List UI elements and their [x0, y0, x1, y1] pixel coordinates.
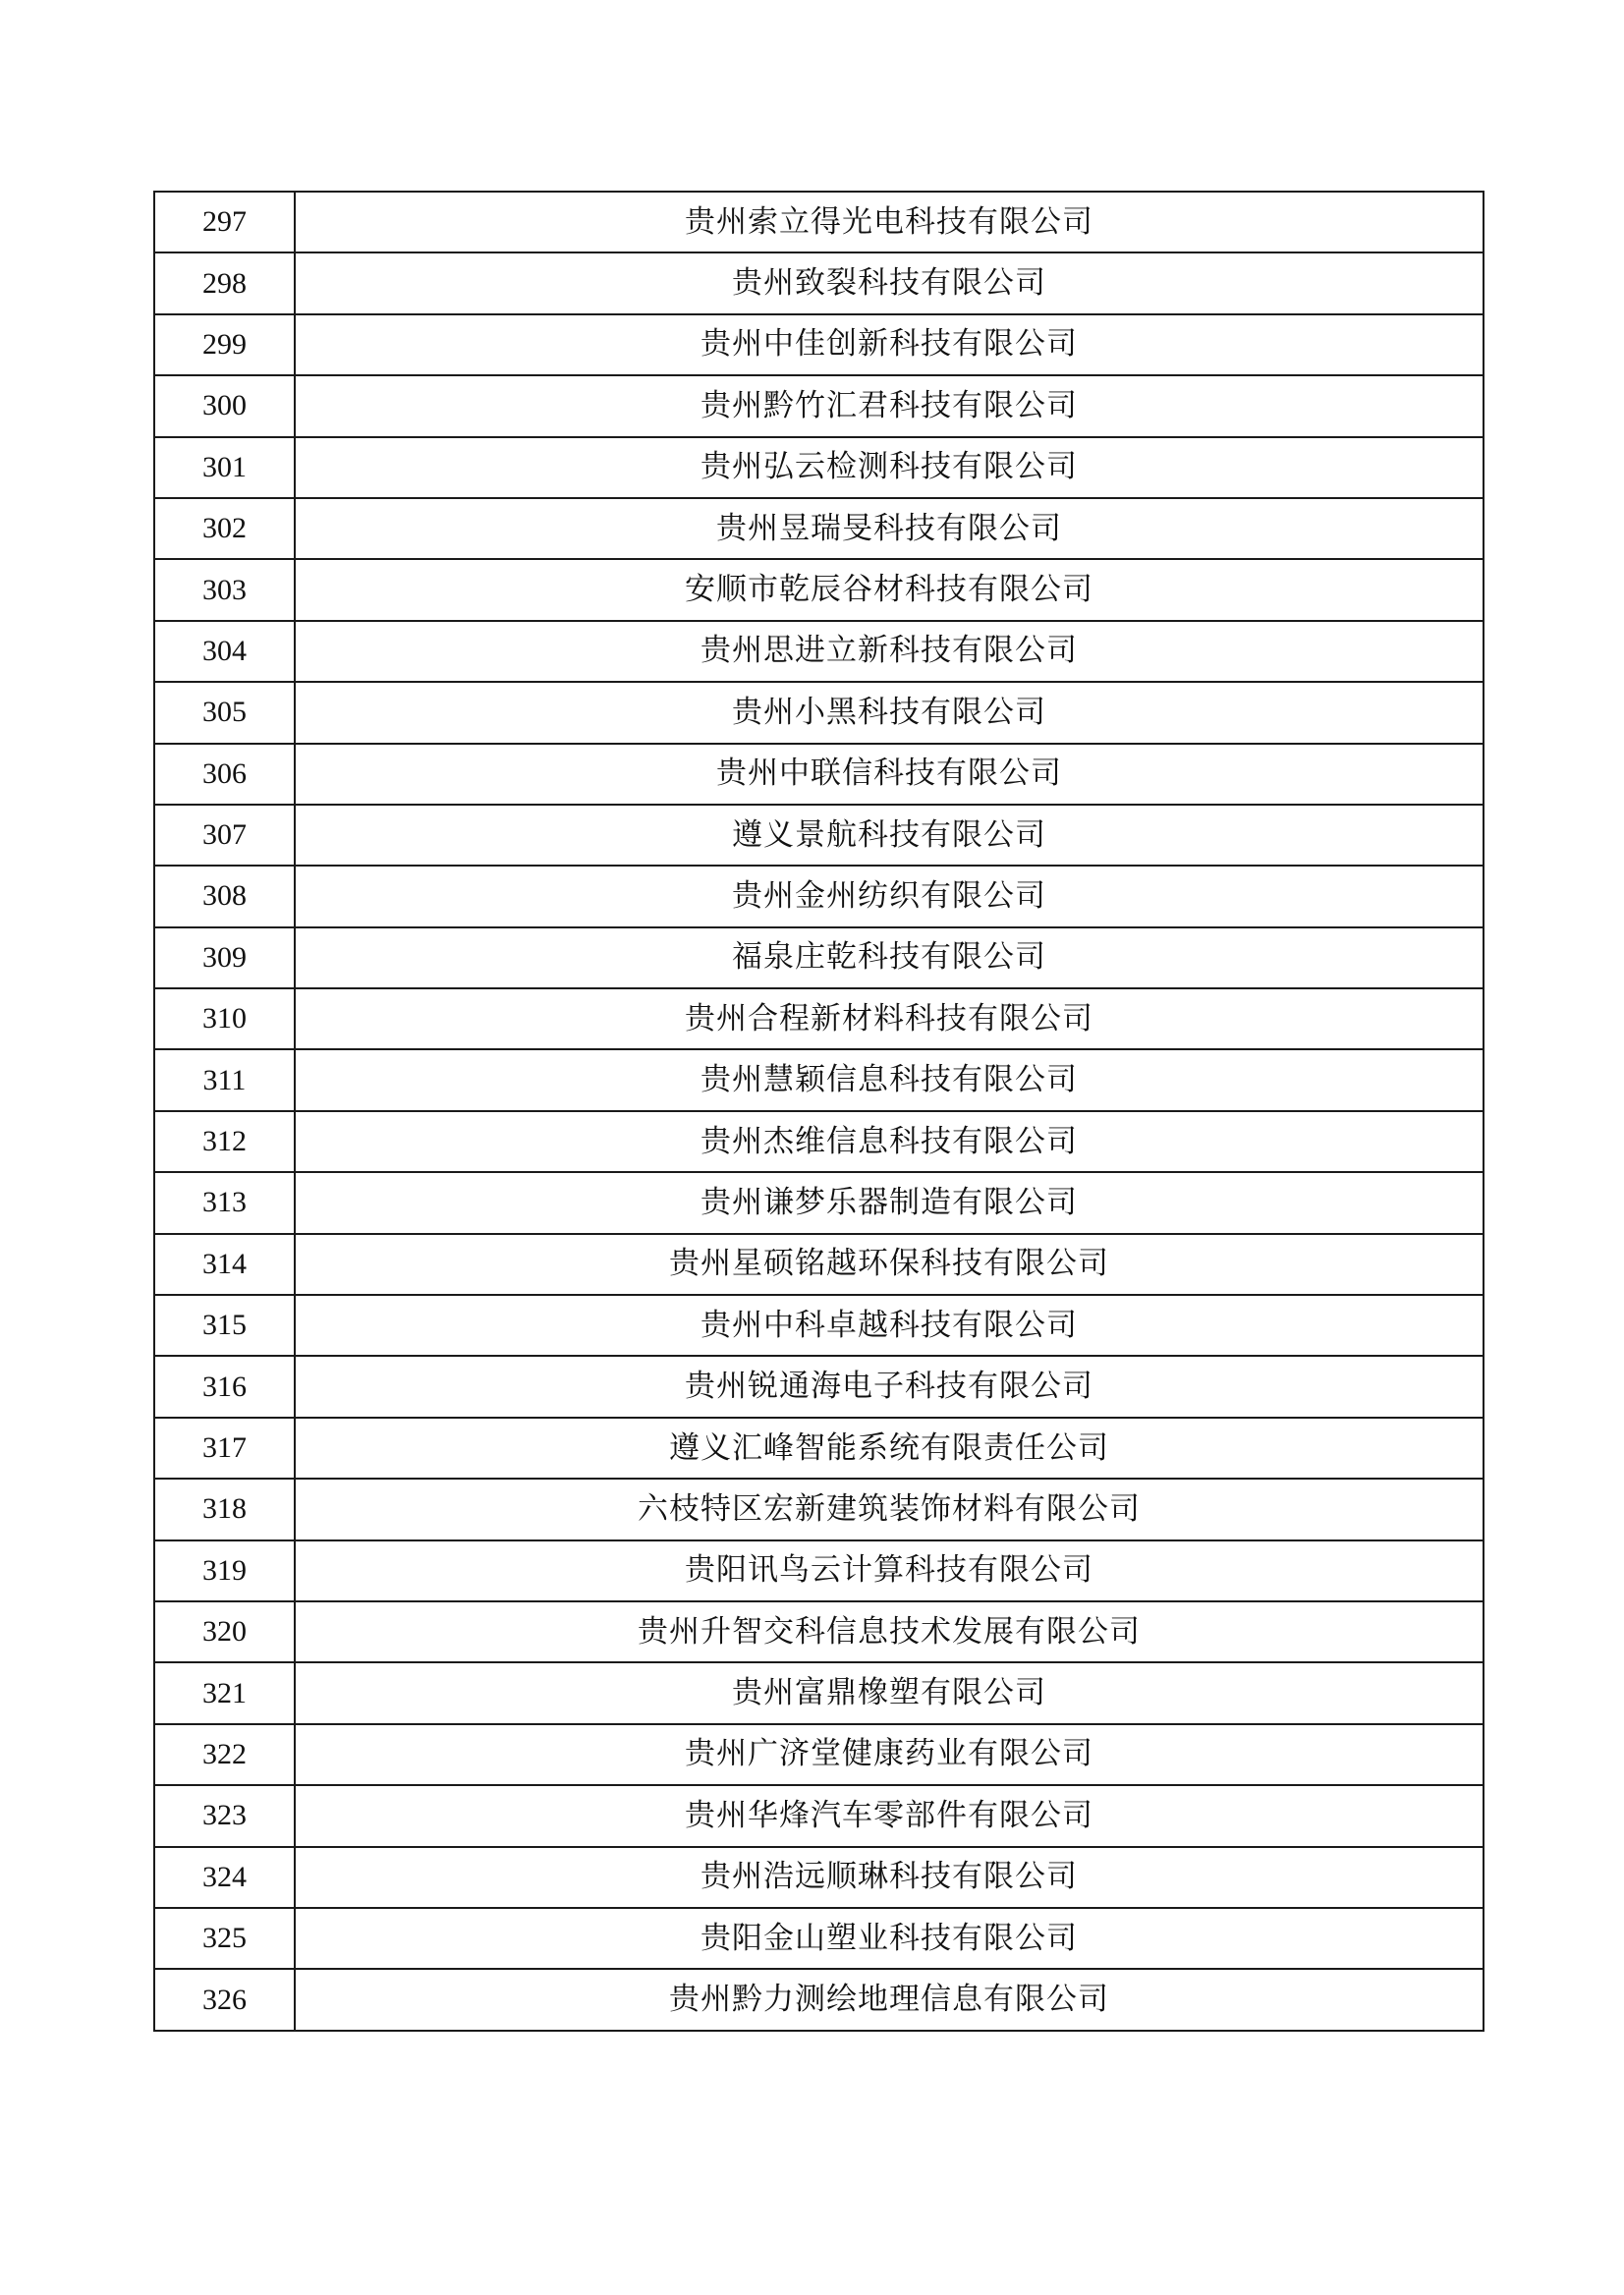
company-name: 安顺市乾辰谷材科技有限公司: [295, 559, 1484, 620]
row-number: 320: [154, 1601, 295, 1662]
company-name: 贵州黔力测绘地理信息有限公司: [295, 1969, 1484, 2030]
row-number: 310: [154, 988, 295, 1049]
company-name: 贵阳金山塑业科技有限公司: [295, 1908, 1484, 1969]
table-row: [154, 1908, 1484, 1969]
table-row: [154, 1540, 1484, 1601]
row-number: 309: [154, 927, 295, 988]
row-number: 322: [154, 1724, 295, 1785]
company-name: 遵义汇峰智能系统有限责任公司: [295, 1418, 1484, 1479]
table-row: [154, 866, 1484, 926]
row-number: 317: [154, 1418, 295, 1479]
table-row: [154, 744, 1484, 805]
table-row: [154, 192, 1484, 252]
table-row: [154, 621, 1484, 682]
table-row: [154, 1601, 1484, 1662]
table-row: [154, 805, 1484, 866]
table-row: [154, 1172, 1484, 1233]
row-number: 312: [154, 1111, 295, 1172]
table-row: [154, 927, 1484, 988]
table-row: [154, 1356, 1484, 1417]
company-name: 贵州浩远顺琳科技有限公司: [295, 1847, 1484, 1908]
company-name: 贵州谦梦乐器制造有限公司: [295, 1172, 1484, 1233]
table-row: [154, 1969, 1484, 2030]
company-name: 贵州华烽汽车零部件有限公司: [295, 1785, 1484, 1846]
company-name: 贵州杰维信息科技有限公司: [295, 1111, 1484, 1172]
company-name: 贵州致裂科技有限公司: [295, 252, 1484, 313]
row-number: 299: [154, 314, 295, 375]
company-name: 六枝特区宏新建筑装饰材料有限公司: [295, 1479, 1484, 1539]
row-number: 324: [154, 1847, 295, 1908]
company-name: 贵州中科卓越科技有限公司: [295, 1295, 1484, 1356]
table-row: [154, 314, 1484, 375]
company-name: 贵阳讯鸟云计算科技有限公司: [295, 1540, 1484, 1601]
company-list-table: [153, 191, 1484, 2032]
row-number: 307: [154, 805, 295, 866]
table-row: [154, 1724, 1484, 1785]
row-number: 314: [154, 1234, 295, 1295]
table-row: [154, 437, 1484, 498]
table-row: [154, 1847, 1484, 1908]
row-number: 325: [154, 1908, 295, 1969]
company-name: 贵州富鼎橡塑有限公司: [295, 1662, 1484, 1723]
row-number: 301: [154, 437, 295, 498]
row-number: 311: [154, 1049, 295, 1110]
table-row: [154, 1049, 1484, 1110]
company-name: 贵州思进立新科技有限公司: [295, 621, 1484, 682]
company-name: 遵义景航科技有限公司: [295, 805, 1484, 866]
table-row: [154, 1662, 1484, 1723]
table-body: [154, 192, 1484, 2031]
row-number: 323: [154, 1785, 295, 1846]
company-name: 贵州升智交科信息技术发展有限公司: [295, 1601, 1484, 1662]
company-name: 贵州中联信科技有限公司: [295, 744, 1484, 805]
table-row: [154, 1111, 1484, 1172]
table-row: [154, 1234, 1484, 1295]
row-number: 316: [154, 1356, 295, 1417]
table-row: [154, 375, 1484, 436]
table-row: [154, 498, 1484, 559]
company-name: 贵州慧颖信息科技有限公司: [295, 1049, 1484, 1110]
company-name: 贵州索立得光电科技有限公司: [295, 192, 1484, 252]
row-number: 297: [154, 192, 295, 252]
company-name: 贵州锐通海电子科技有限公司: [295, 1356, 1484, 1417]
row-number: 326: [154, 1969, 295, 2030]
table-row: [154, 988, 1484, 1049]
table-row: [154, 1295, 1484, 1356]
company-name: 贵州中佳创新科技有限公司: [295, 314, 1484, 375]
row-number: 315: [154, 1295, 295, 1356]
row-number: 308: [154, 866, 295, 926]
company-name: 贵州广济堂健康药业有限公司: [295, 1724, 1484, 1785]
row-number: 313: [154, 1172, 295, 1233]
row-number: 300: [154, 375, 295, 436]
row-number: 306: [154, 744, 295, 805]
row-number: 318: [154, 1479, 295, 1539]
row-number: 321: [154, 1662, 295, 1723]
company-name: 贵州合程新材料科技有限公司: [295, 988, 1484, 1049]
table-row: [154, 1785, 1484, 1846]
row-number: 305: [154, 682, 295, 743]
row-number: 302: [154, 498, 295, 559]
table-row: [154, 1479, 1484, 1539]
company-name: 贵州昱瑞旻科技有限公司: [295, 498, 1484, 559]
company-name: 福泉庄乾科技有限公司: [295, 927, 1484, 988]
table-row: [154, 1418, 1484, 1479]
row-number: 303: [154, 559, 295, 620]
row-number: 319: [154, 1540, 295, 1601]
company-name: 贵州弘云检测科技有限公司: [295, 437, 1484, 498]
table-row: [154, 559, 1484, 620]
row-number: 298: [154, 252, 295, 313]
company-name: 贵州星硕铭越环保科技有限公司: [295, 1234, 1484, 1295]
table-row: [154, 682, 1484, 743]
row-number: 304: [154, 621, 295, 682]
company-name: 贵州小黑科技有限公司: [295, 682, 1484, 743]
table-row: [154, 252, 1484, 313]
company-name: 贵州黔竹汇君科技有限公司: [295, 375, 1484, 436]
company-name: 贵州金州纺织有限公司: [295, 866, 1484, 926]
